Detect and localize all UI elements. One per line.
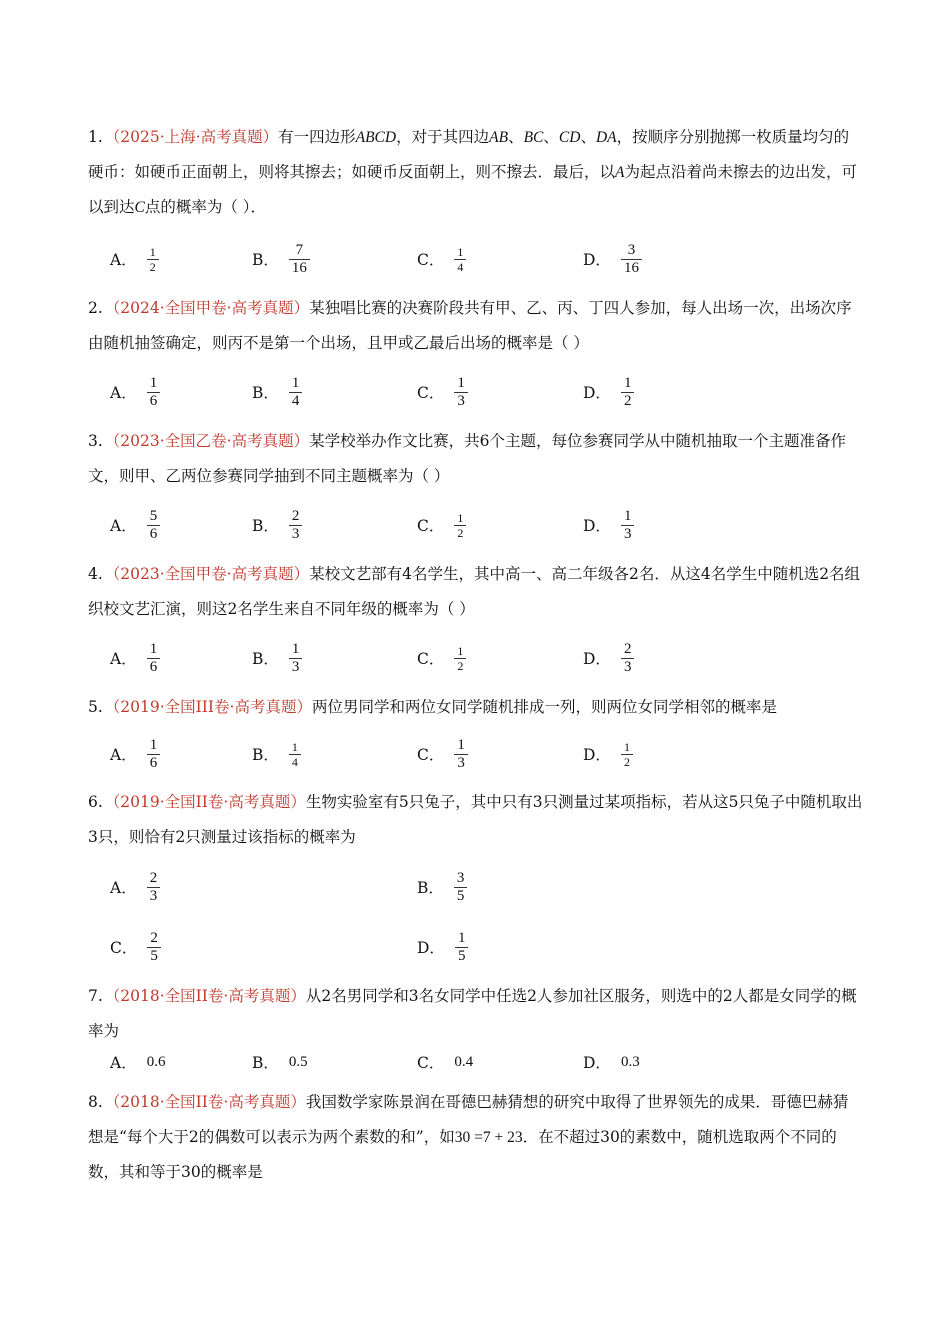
option-a[interactable]: A． $\frac{5}{6}$ [110, 502, 160, 548]
option-a[interactable]: A． $\frac{1}{6}$ [110, 369, 160, 415]
options-4 [110, 635, 850, 681]
question-text: ．在不超过30的素数中，随机选取两个不同的数，其和等于30的概率是 [88, 1128, 837, 1181]
fraction: $\frac{3}{16}$ [621, 242, 642, 277]
source-tag: （2018·全国II卷·高考真题） [104, 987, 306, 1005]
math-expr: ABCD [355, 129, 397, 146]
fraction: $\frac{1}{3}$ [289, 641, 303, 676]
source-tag: （2023·全国甲卷·高考真题） [104, 565, 310, 583]
option-c[interactable]: C． $\frac{1}{2}$ [417, 502, 466, 548]
question-4 [88, 557, 863, 627]
fraction: $\frac{2}{3}$ [621, 641, 635, 676]
option-c[interactable]: C． $\frac{1}{3}$ [417, 731, 468, 777]
question-number: 6. [88, 793, 103, 811]
fraction: $\frac{1}{4}$ [289, 740, 301, 769]
fraction: $\frac{1}{6}$ [147, 641, 161, 676]
option-c[interactable]: C． $\frac{2}{5}$ [110, 924, 161, 970]
separator: 、 [580, 128, 596, 146]
math-expr: 30 =7 + 23 [454, 1129, 523, 1146]
question-text: 生物实验室有5只兔子，其中只有3只测量过某项指标，若从这5只兔子中随机取出3只，则恰有2只测量过该指标的概率为 [88, 793, 863, 846]
question-6 [88, 785, 863, 855]
math-expr: A [615, 164, 625, 181]
option-a[interactable]: A． $\frac{2}{3}$ [110, 864, 160, 910]
fraction: $\frac{1}{4}$ [289, 375, 303, 410]
question-text: 某独唱比赛的决赛阶段共有甲、乙、丙、丁四人参加，每人出场一次，出场次序由随机抽签确定，则丙不是第一个出场，且甲或乙最后出场的概率是（ ） [88, 299, 852, 352]
question-text: 某学校举办作文比赛，共6个主题，每位参赛同学从中随机抽取一个主题准备作文，则甲、乙两位参赛同学抽到不同主题概率为（ ） [88, 432, 846, 485]
options-2 [110, 369, 850, 415]
option-a[interactable]: A． $\frac{1}{2}$ [110, 236, 159, 282]
fraction: $\frac{1}{5}$ [455, 930, 469, 965]
question-text: 从2名男同学和3名女同学中任选2人参加社区服务，则选中的2人都是女同学的概率为 [88, 987, 857, 1040]
option-d[interactable]: D． $\frac{1}{2}$ [583, 731, 633, 777]
question-number: 3. [88, 432, 103, 450]
source-tag: （2018·全国II卷·高考真题） [104, 1093, 306, 1111]
question-8 [88, 1085, 863, 1190]
source-tag: （2023·全国乙卷·高考真题） [104, 432, 310, 450]
math-expr: DA [595, 129, 617, 146]
option-c[interactable]: C． $\frac{1}{4}$ [417, 236, 466, 282]
source-tag: （2025·上海·高考真题） [104, 128, 279, 146]
options-1 [110, 236, 850, 282]
question-5 [88, 690, 863, 725]
option-a[interactable]: A． 0.6 [110, 1053, 166, 1072]
fraction: $\frac{1}{2}$ [454, 511, 466, 540]
fraction: $\frac{2}{3}$ [289, 508, 303, 543]
option-d[interactable]: D． $\frac{1}{3}$ [583, 502, 634, 548]
math-expr: C [134, 199, 145, 216]
options-5 [110, 731, 850, 777]
question-text: 某校文艺部有4名学生，其中高一、高二年级各2名．从这4名学生中随机选2名组织校文艺汇演，则这2名学生来自不同年级的概率为（ ） [88, 565, 861, 618]
option-a[interactable]: A． $\frac{1}{6}$ [110, 635, 160, 681]
option-b[interactable]: B． 0.5 [252, 1053, 308, 1072]
question-number: 2. [88, 299, 103, 317]
option-d[interactable]: D． $\frac{3}{16}$ [583, 236, 642, 282]
options-6-row-2 [110, 924, 850, 970]
separator: 、 [508, 128, 524, 146]
option-b[interactable]: B． $\frac{1}{4}$ [252, 369, 302, 415]
question-number: 4. [88, 565, 103, 583]
math-expr: CD [558, 129, 581, 146]
fraction: $\frac{1}{2}$ [454, 644, 466, 673]
fraction: $\frac{1}{2}$ [621, 375, 635, 410]
options-6-row-1 [110, 864, 850, 910]
option-d[interactable]: D． $\frac{1}{5}$ [417, 924, 468, 970]
fraction: $\frac{1}{3}$ [454, 737, 468, 772]
source-tag: （2019·全国III卷·高考真题） [104, 698, 312, 716]
fraction: $\frac{5}{6}$ [147, 508, 161, 543]
option-b[interactable]: B． $\frac{3}{5}$ [417, 864, 467, 910]
question-7 [88, 979, 863, 1049]
option-c[interactable]: C． $\frac{1}{3}$ [417, 369, 468, 415]
options-7 [110, 1042, 850, 1082]
option-d[interactable]: D． $\frac{2}{3}$ [583, 635, 634, 681]
source-tag: （2024·全国甲卷·高考真题） [104, 299, 310, 317]
question-text: 有一四边形 [278, 128, 356, 146]
options-3 [110, 502, 850, 548]
fraction: $\frac{1}{6}$ [147, 737, 161, 772]
question-text: 我国数学家陈景润在哥德巴赫猜想的研究中取得了世界领先的成果．哥德巴赫猜想是“每个大于2的偶数可以表示为两个素数的和”，如 [88, 1093, 849, 1146]
fraction: $\frac{1}{3}$ [454, 375, 468, 410]
option-b[interactable]: B． $\frac{1}{3}$ [252, 635, 302, 681]
fraction: $\frac{1}{3}$ [621, 508, 635, 543]
option-b[interactable]: B． $\frac{7}{16}$ [252, 236, 310, 282]
fraction: $\frac{2}{3}$ [147, 870, 161, 905]
fraction: $\frac{3}{5}$ [454, 870, 468, 905]
question-number: 1. [88, 128, 103, 146]
math-expr: BC [523, 129, 544, 146]
question-text: 两位男同学和两位女同学随机排成一列，则两位女同学相邻的概率是 [311, 698, 777, 716]
question-1 [88, 120, 863, 225]
question-3 [88, 424, 863, 494]
source-tag: （2019·全国II卷·高考真题） [104, 793, 306, 811]
fraction: $\frac{2}{5}$ [147, 930, 161, 965]
option-c[interactable]: C． $\frac{1}{2}$ [417, 635, 466, 681]
question-number: 8. [88, 1093, 103, 1111]
option-d[interactable]: D． 0.3 [583, 1053, 640, 1072]
fraction: $\frac{1}{2}$ [147, 245, 159, 274]
fraction: $\frac{7}{16}$ [289, 242, 310, 277]
fraction: $\frac{1}{4}$ [454, 245, 466, 274]
question-text: 点的概率为（ ）． [144, 198, 267, 216]
option-d[interactable]: D． $\frac{1}{2}$ [583, 369, 634, 415]
option-c[interactable]: C． 0.4 [417, 1053, 474, 1072]
fraction: $\frac{1}{6}$ [147, 375, 161, 410]
question-number: 5. [88, 698, 103, 716]
option-b[interactable]: B． $\frac{1}{4}$ [252, 731, 301, 777]
question-text: 为起点沿着尚未擦去的边出发，可以到达 [88, 163, 857, 216]
question-text: ，对于其四边 [396, 128, 490, 146]
question-number: 7. [88, 987, 103, 1005]
option-a[interactable]: A． $\frac{1}{6}$ [110, 731, 160, 777]
separator: 、 [543, 128, 559, 146]
math-expr: AB [489, 129, 509, 146]
question-text: ，按顺序分别抛掷一枚质量均匀的硬币：如硬币正面朝上，则将其擦去；如硬币反面朝上，则不擦去．最后，以 [88, 128, 850, 181]
question-2 [88, 291, 863, 361]
option-b[interactable]: B． $\frac{2}{3}$ [252, 502, 302, 548]
fraction: $\frac{1}{2}$ [621, 740, 633, 769]
